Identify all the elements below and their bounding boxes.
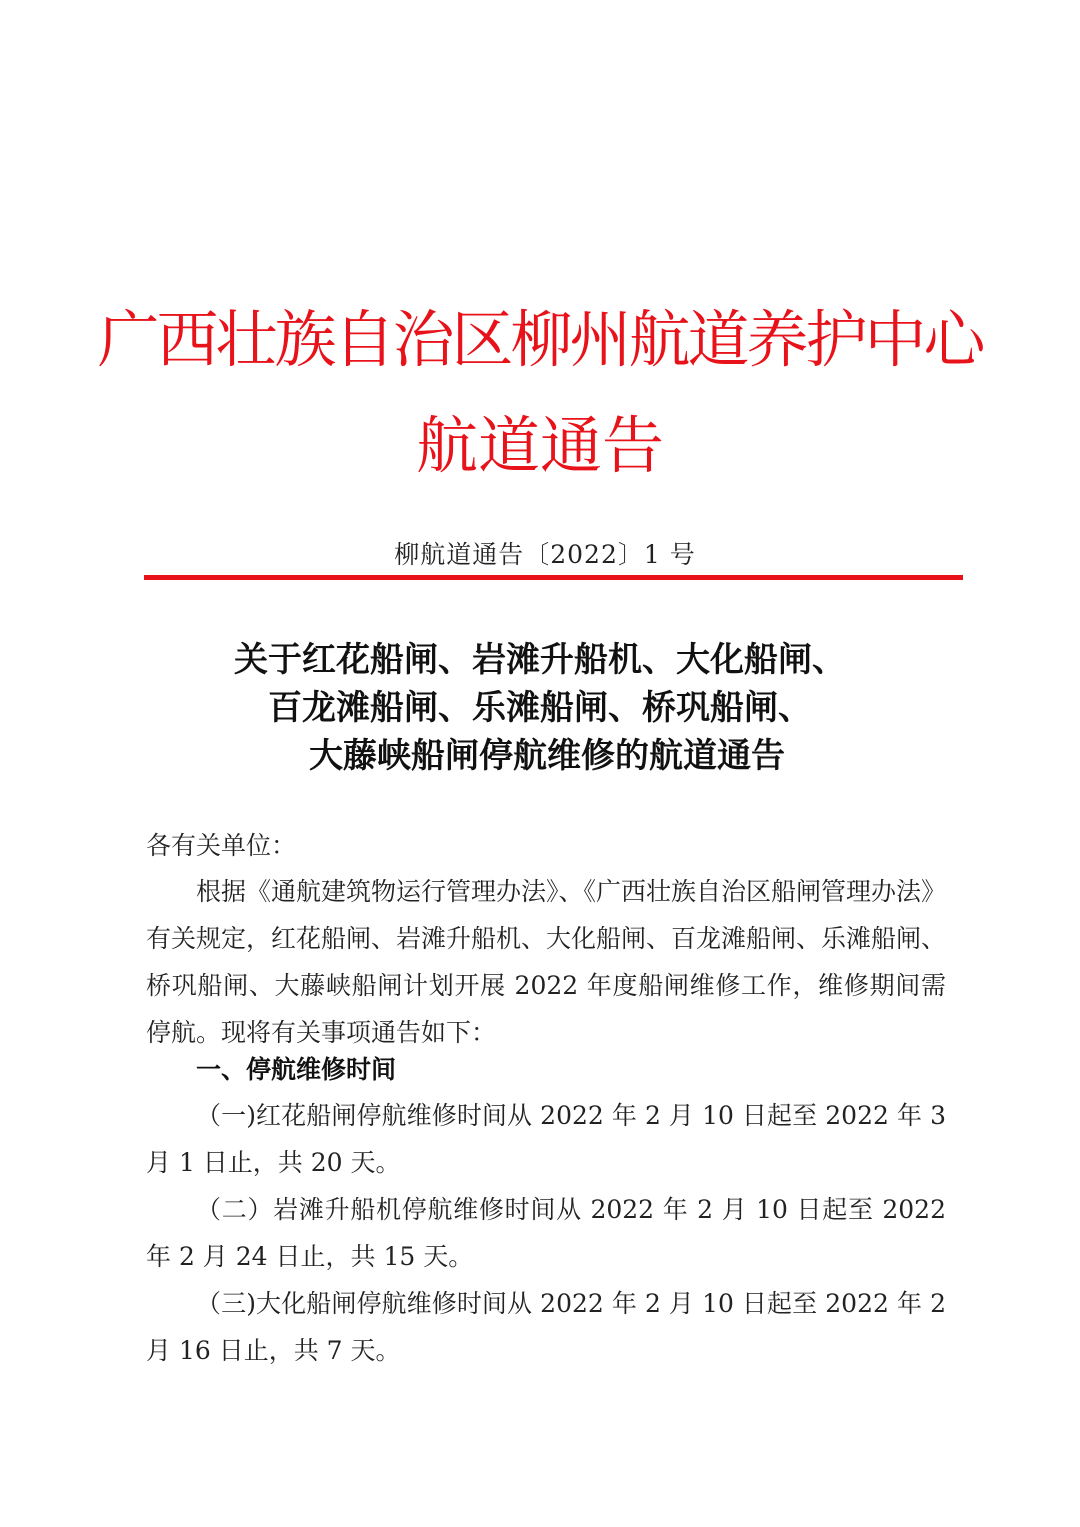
notice-title — [0, 636, 1080, 780]
organization-name: 广西壮族自治区柳州航道养护中心 — [97, 303, 983, 376]
list-item-dahua-lock: （三)大化船闸停航维修时间从 2022 年 2 月 10 日起至 2022 年 2 月 16 日止，共 7 天。 — [146, 1289, 946, 1365]
document-number: 柳航道通告〔2022〕1 号 — [394, 540, 696, 569]
notice-title-line-2: 百龙滩船闸、乐滩船闸、桥巩船闸、 — [268, 688, 812, 728]
document-type-title: 航道通告 — [415, 409, 664, 482]
list-item-yantan-ship-lift: （二）岩滩升船机停航维修时间从 2022 年 2 月 10 日起至 2022 年 2 月 24 日止，共 15 天。 — [146, 1195, 946, 1271]
red-header-divider — [144, 575, 963, 580]
list-item-honghua-lock: （一)红花船闸停航维修时间从 2022 年 2 月 10 日起至 2022 年 3 月 1 日止，共 20 天。 — [146, 1101, 946, 1177]
notice-title-line-3: 大藤峡船闸停航维修的航道通告 — [309, 736, 785, 776]
section-heading-maintenance-time: 一、停航维修时间 — [196, 1055, 397, 1084]
salutation: 各有关单位： — [146, 831, 297, 860]
intro-paragraph: 根据《通航建筑物运行管理办法》、《广西壮族自治区船闸管理办法》有关规定，红花船闸、岩滩升船机、大化船闸、百龙滩船闸、乐滩船闸、桥巩船闸、大藤峡船闸计划开展 2022 年度船闸维修工作，维修期间需停航。现将有关事项通告如下： — [146, 877, 947, 1047]
notice-title-line-1: 关于红花船闸、岩滩升船机、大化船闸、 — [234, 640, 846, 680]
